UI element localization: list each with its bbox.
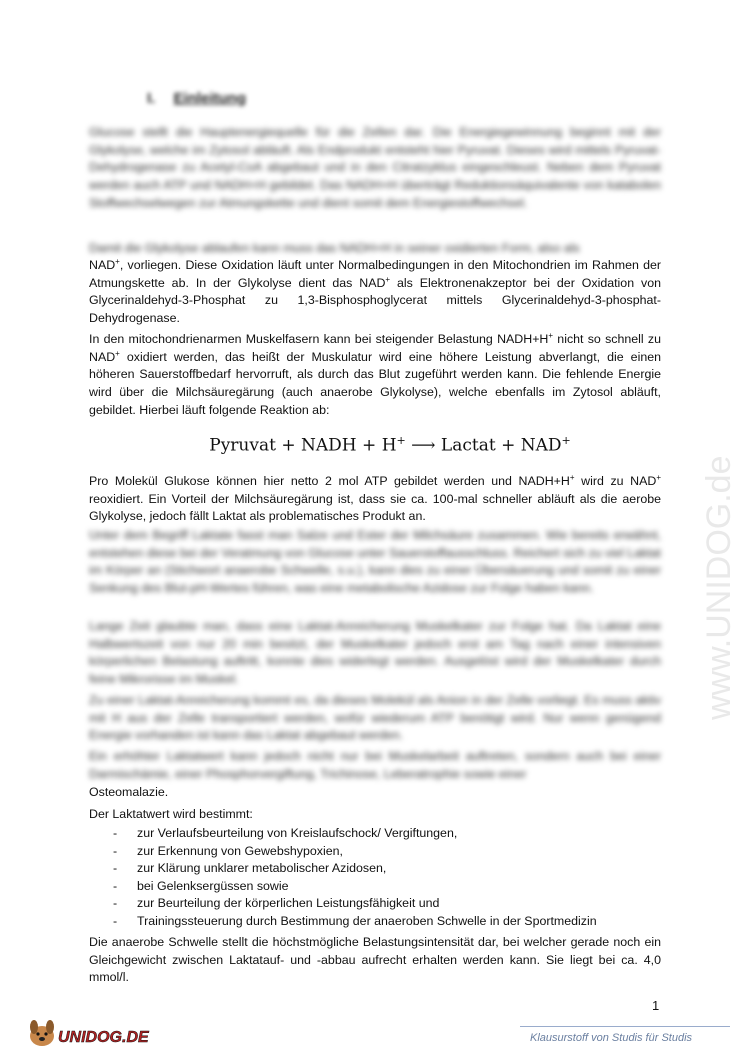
list-dash: -	[113, 861, 118, 876]
list-item	[113, 825, 713, 843]
sup-plus: +	[115, 348, 120, 358]
list-item	[113, 895, 713, 913]
formula-arrow: ⟶	[405, 435, 441, 456]
paragraph-erhoehter-wert-blurred: Ein erhöhter Laktatwert kann jedoch nicht nur bei Muskelarbeit auftreten, sondern auch bei einer Darmischämie, einer Phosphorvergiftung, Trichinose, Leberatrophie sowie einer	[89, 749, 661, 781]
paragraph-muskelkater-blurred: Lange Zeit glaubte man, dass eine Laktat-Anreicherung Muskelkater zur Folge hat. Da Laktat eine Halbwertszeit von nur 20 min besitzt, der Muskelkater jedoch erst am Tag nach einer intensiven körperlichen Belastung auftritt, konnte dies widerlegt werden. Ausgelöst wird der Muskelkater durch feine Mikrorisse im Muskel.	[89, 619, 661, 687]
section-heading	[147, 90, 246, 107]
text-nad: NAD	[89, 258, 116, 272]
sup-plus: +	[561, 434, 571, 447]
text-segment: oxidiert werden, das heißt der Muskulatur wird eine höhere Leistung abverlangt, die einen höheren Sauerstoffbedarf hervorruft, als durch das Blut zugeführt werden kann. Die fehlende Energie wird über die Milchsäuregärung (auch anaerobe Glykolyse), welche ebenfalls im Zytosol abläuft, gebildet. Hierbei läuft folgende Reaktion ab:	[89, 349, 661, 417]
list-item	[113, 913, 713, 931]
list-item	[113, 878, 713, 896]
list-dash: -	[113, 913, 118, 928]
formula-plus: +	[275, 435, 302, 456]
text-segment: In den mitochondrienarmen Muskelfasern kann bei steigender Belastung NADH+H	[89, 332, 549, 346]
logo-text: UNIDOG.DE	[58, 1029, 149, 1046]
formula-nad: NAD	[520, 435, 562, 456]
sup-plus: +	[569, 472, 575, 482]
paragraph-anaerobe-schwelle: Die anaerobe Schwelle stellt die höchstmögliche Belastungsintensität dar, bei welcher gerade noch ein Gleichgewicht zwischen Laktatauf- und -abbau aufrecht erhalten werden kann. Sie liegt bei ca. 4,0 mmol/l.	[89, 935, 661, 985]
page-number: 1	[652, 998, 660, 1013]
footer-note: Klausurstoff von Studis für Studis	[530, 1032, 693, 1044]
sup-plus: +	[396, 434, 406, 447]
paragraph-glucose-atp	[89, 473, 661, 526]
text-segment: reoxidiert. Ein Vorteil der Milchsäuregärung ist, dass sie ca. 100-mal schneller abläuft als die aerobe Glykolyse, jedoch fällt Laktat als problematisches Produkt an.	[89, 491, 661, 524]
indication-list	[89, 825, 689, 931]
list-intro: Der Laktatwert wird bestimmt:	[89, 807, 253, 821]
formula-plus: +	[356, 435, 382, 456]
text-segment: wird zu NAD	[574, 474, 657, 488]
sup-plus: +	[115, 256, 120, 266]
list-item-text: bei Gelenksergüssen sowie	[137, 878, 289, 893]
sup-plus: +	[656, 472, 662, 482]
unidog-logo	[24, 1012, 174, 1052]
text-segment: nicht so schnell zu NAD	[89, 332, 661, 364]
heading-number: I.	[147, 90, 156, 107]
paragraph-laktate-blurred: Unter dem Begriff Laktate fasst man Salze und Ester der Milchsäure zusammen. Wie bereits erwähnt, entstehen diese bei der Veratmung von Glucose unter Sauerstoffausschluss. Reichert sich zu viel Laktat im Körper an (Stichwort anaerobe Schwelle, s.u.), kann dies zu einer Übersäuerung und somit zu einer Senkung des Blut-pH-Wertes führen, was eine metabolische Azidose zur Folge haben kann.	[89, 528, 661, 596]
watermark-text: www.UNIDOG.de	[700, 455, 738, 720]
list-dash: -	[113, 878, 118, 893]
footer-divider	[520, 1026, 730, 1027]
formula-nadh: NADH	[301, 435, 357, 456]
list-item-text: zur Beurteilung der körperlichen Leistungsfähigkeit und	[137, 896, 440, 911]
formula-pyruvat: Pyruvat	[209, 435, 276, 456]
heading-title: Einleitung	[173, 90, 247, 107]
watermark	[700, 290, 740, 730]
list-item-text: zur Erkennung von Gewebshypoxien,	[137, 843, 343, 858]
formula-h: H	[381, 435, 397, 456]
list-item-text: Trainingssteuerung durch Bestimmung der anaeroben Schwelle in der Sportmedizin	[137, 913, 597, 928]
list-dash: -	[113, 896, 118, 911]
list-item	[113, 843, 713, 861]
list-item-text: zur Klärung unklarer metabolischer Azidosen,	[137, 861, 387, 876]
paragraph-osteomalazie: Osteomalazie.	[89, 785, 169, 799]
list-dash: -	[113, 826, 118, 840]
list-item-text: zur Verlaufsbeurteilung von Kreislaufschock/ Vergiftungen,	[137, 826, 458, 840]
paragraph-muscle-fibers	[89, 331, 661, 420]
sup-plus: +	[548, 330, 554, 340]
list-item	[113, 860, 713, 878]
formula-plus: +	[495, 435, 521, 456]
reaction-formula	[180, 434, 600, 456]
dog-icon	[30, 1020, 54, 1046]
paragraph-nad-oxidation	[89, 257, 661, 328]
paragraph-intro-blurred: Glucose stellt die Hauptenergiequelle für die Zellen dar. Die Energiegewinnung beginnt mit der Glykolyse, welche im Zytosol abläuft. Als Endprodukt entsteht hier Pyruvat. Dieses wird mittels Pyruvat-Dehydrogenase zu Acetyl-CoA abgebaut und in den Citratzyklus eingeschleust. Neben dem Pyruvat werden auch ATP und NADH+H gebildet. Das NADH+H überträgt Reduktionsäquivalente von katabolen Stoffwechselwegen zur Atmungskette und dient somit dem Energiestoffwechsel.	[89, 125, 661, 210]
list-dash: -	[113, 843, 118, 858]
paragraph-anreicherung-blurred: Zu einer Laktat-Anreicherung kommt es, da dieses Molekül als Anion in der Zelle vorliegt. Es muss aktiv mit H aus der Zelle transportiert werden, wofür wiederum ATP benötigt wird. Nur wenn genügend Energie vorhanden ist kann das Laktat abgebaut werden.	[89, 693, 661, 743]
text-segment: , vorliegen. Diese Oxidation läuft unter Normalbedingungen in den Mitochondrien im Rahmen der Atmungskette ab. In der Glykolyse dient das NAD	[89, 258, 661, 290]
text-segment: Pro Molekül Glukose können hier netto 2 mol ATP gebildet werden und NADH+H	[89, 474, 570, 488]
paragraph-nad-blurred-line: Damit die Glykolyse ablaufen kann muss das NADH+H in seiner oxidierten Form, also als	[89, 241, 580, 255]
text-segment: als Elektronenakzeptor bei der Oxidation von Glycerinaldehyd-3-Phosphat zu 1,3-Bisphosphoglycerat mittels Glycerinaldehyd-3-phosphat-Dehydrogenase.	[89, 275, 661, 326]
sup-plus: +	[385, 274, 391, 284]
formula-lactat: Lactat	[440, 435, 496, 456]
